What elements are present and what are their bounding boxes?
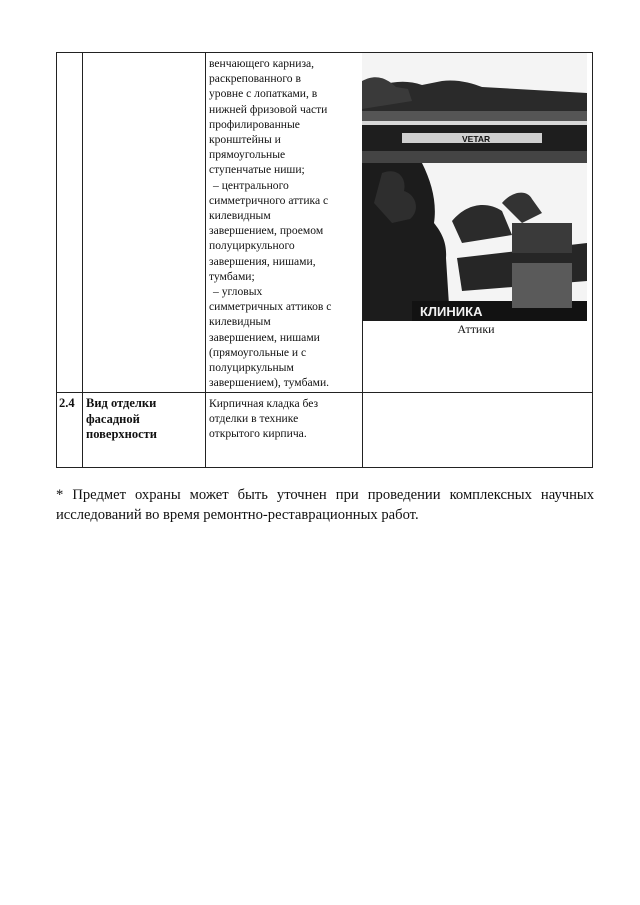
title-line: фасадной [86,411,140,426]
description-line: отделки в технике [209,412,299,426]
description-line: открытого кирпича. [209,427,307,441]
description-line: завершением), тумбами. [209,376,330,390]
description-line: завершения, нишами, [209,254,316,268]
facade-photo-bottom [362,163,587,321]
description-line: ступенчатые ниши; [209,163,305,177]
photo-caption: Аттики [457,322,495,336]
description-line: полуциркульного [209,239,295,253]
col-border-1 [82,52,83,468]
description-line: килевидным [209,209,271,223]
col-border-2 [205,52,206,468]
description-line: симметричного аттика с [209,193,329,207]
description-line: (прямоугольные и с [209,345,307,359]
description-line: прямоугольные [209,148,286,162]
description-line: тумбами; [209,269,255,283]
title-line: Вид отделки [86,396,157,410]
description-line: уровне с лопатками, в [209,87,318,101]
description-line: венчающего карниза, [209,57,315,70]
description-line: – центрального [213,178,289,192]
row-title [86,396,204,443]
col-border-left [56,52,57,468]
description-line: завершением, нишами [209,330,320,344]
row-description [209,396,361,442]
description-line: нижней фризовой части [209,102,328,116]
description-line: полуциркульным [209,361,294,375]
row-number: 2.4 [59,396,75,410]
description-line: кронштейны и [209,133,281,147]
row-divider [56,392,592,393]
title-line: поверхности [86,427,157,441]
description-line: – угловых [213,285,263,299]
description-line: Кирпичная кладка без [209,397,319,410]
description-line: килевидным [209,315,271,329]
col-border-right [592,52,593,468]
description-line: профилированные [209,117,300,131]
footnote: * Предмет охраны может быть уточнен при проведении комплексных научных исследований во время ремонтно-реставрационных работ. [56,487,594,523]
description-line: симметричных аттиков с [209,300,332,314]
facade-photo-top [362,53,587,163]
description-line: завершением, проемом [209,224,324,238]
sign-text-top: VETAR [462,134,491,144]
sign-text-bottom: КЛИНИКА [420,304,483,319]
description-line: раскрепованного в [209,72,301,86]
table-bottom-border [56,467,592,468]
element-description [209,56,361,390]
